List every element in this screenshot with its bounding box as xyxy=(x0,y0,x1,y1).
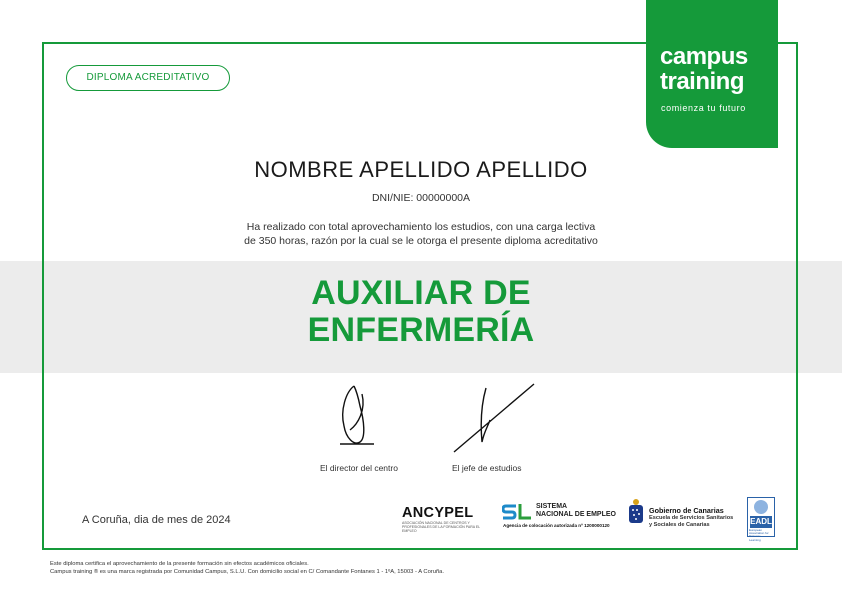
place-date: A Coruña, dia de mes de 2024 xyxy=(82,514,231,526)
student-dni: DNI/NIE: 00000000A xyxy=(371,192,471,204)
footer-line1: Este diploma certifica el aprovechamiento de la presente formación sin efectos académicos oficiales. xyxy=(50,561,309,567)
sne-text xyxy=(536,503,626,519)
eadl-globe-icon xyxy=(754,500,768,514)
diploma-description xyxy=(0,220,842,248)
ancypel-subtitle: ASOCIACIÓN NACIONAL DE CENTROS Y PROFESIONALES DE LA FORMACIÓN PARA EL EMPLEO xyxy=(402,521,480,533)
canarias-line2: y Sociales de Canarias xyxy=(649,522,710,528)
description-line2: de 350 horas, razón por la cual se le otorga el presente diploma acreditativo xyxy=(244,235,598,247)
director-label: El director del centro xyxy=(320,463,398,473)
course-title-line1: AUXILIAR DE xyxy=(311,274,531,312)
canarias-line1: Escuela de Servicios Sanitarios xyxy=(649,515,734,521)
sne-line1: SISTEMA xyxy=(536,503,568,510)
logo-tagline: comienza tu futuro xyxy=(661,103,746,113)
eadl-name: EADL xyxy=(750,517,772,526)
diploma-badge: DIPLOMA ACREDITATIVO xyxy=(66,65,230,91)
eadl-subtitle: European Association for Distance Learning xyxy=(749,528,769,542)
course-title-line2: ENFERMERÍA xyxy=(307,311,535,349)
course-title xyxy=(0,275,842,349)
canarias-crest-icon xyxy=(628,498,644,526)
footer-line2: Campus training ® es una marca registrada por Comunidad Campus, S.L.U. Con domicilio social en C/ Comandante Fontanes 1 - 1ºA, 15003 - A Coruña. xyxy=(50,569,445,575)
eadl-logo xyxy=(747,497,775,542)
footer-notes xyxy=(50,560,444,576)
sne-icon xyxy=(502,503,532,521)
campus-training-logo xyxy=(646,0,778,148)
head-signature xyxy=(452,382,538,456)
sne-subtitle: Agencia de colocación autorizada nº 1200000120 xyxy=(503,523,610,528)
ancypel-logo xyxy=(402,505,480,533)
director-signature xyxy=(328,380,388,452)
sne-line2: NACIONAL DE EMPLEO xyxy=(536,511,616,518)
canarias-subtitle xyxy=(649,515,749,529)
logo-line1: campus xyxy=(660,43,748,70)
canarias-title: Gobierno de Canarias xyxy=(649,506,724,515)
logo-line2: training xyxy=(660,68,744,95)
head-label: El jefe de estudios xyxy=(452,463,522,473)
ancypel-name: ANCYPEL xyxy=(402,505,474,521)
student-name: NOMBRE APELLIDO APELLIDO xyxy=(254,157,588,182)
description-line1: Ha realizado con total aprovechamiento los estudios, con una carga lectiva xyxy=(246,221,596,233)
